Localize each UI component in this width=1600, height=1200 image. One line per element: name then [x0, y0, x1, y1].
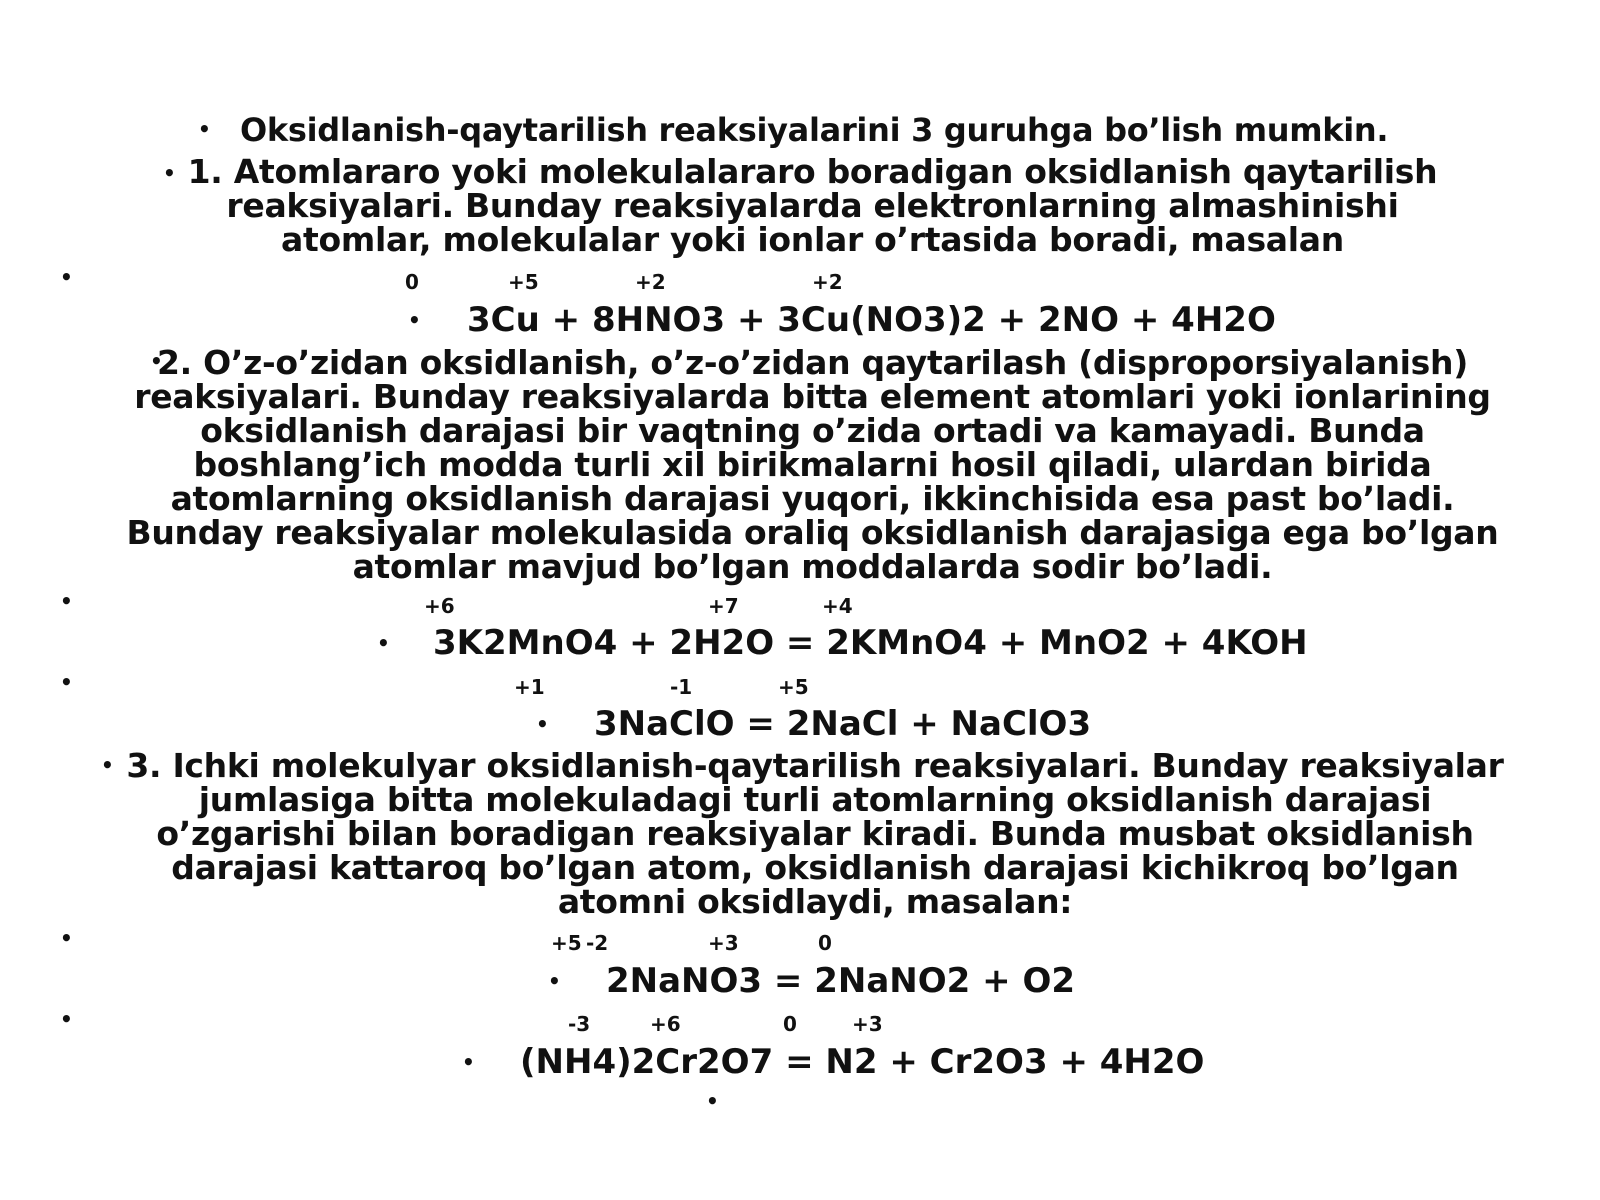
oxidation-state: -1 [670, 675, 693, 699]
bullet-marker [536, 719, 546, 729]
oxidation-state: +7 [708, 594, 739, 618]
equation-5: (NH4)2Cr2O7 = N2 + Cr2O3 + 4H2O [520, 1042, 1205, 1082]
group3-paragraph: 3. Ichki molekulyar oksidlanish-qaytarilish reaksiyalari. Bunday reaksiyalar jumlasiga bitta molekuladagi turli atomlarning oksidlanish darajasi o’zgarishi bilan boradigan reaksiyalar kiradi. Bunda musbat oksidlanish darajasi kattaroq bo’lgan atom, oksidlanish darajasi kichikroq bo’lgan atomni oksidlaydi, masalan: [126, 746, 1504, 921]
bullet-marker [60, 272, 70, 282]
equation-2: 3K2MnO4 + 2H2O = 2KMnO4 + MnO2 + 4KOH [433, 623, 1308, 663]
oxidation-state: +3 [852, 1012, 883, 1036]
oxidation-state: +5 [551, 931, 582, 955]
oxidation-state: +2 [635, 270, 666, 294]
bullet-marker [163, 168, 173, 178]
oxidation-state: -2 [586, 931, 609, 955]
bullet-marker [377, 638, 387, 648]
oxidation-state: 0 [405, 270, 419, 294]
equation-1: 3Cu + 8HNO3 + 3Cu(NO3)2 + 2NO + 4H2O [467, 300, 1276, 340]
oxidation-state: +5 [508, 270, 539, 294]
bullet-marker [408, 315, 418, 325]
bullet-marker [462, 1057, 472, 1067]
equation-4: 2NaNO3 = 2NaNO2 + O2 [606, 961, 1076, 1001]
group1-paragraph: 1. Atomlararo yoki molekulalararo boradigan oksidlanish qaytarilish reaksiyalari. Bunday reaksiyalarda elektronlarning almashinishi atomlar, molekulalar yoki ionlar o’rtasida boradi, masalan [187, 152, 1438, 259]
equation-3: 3NaClO = 2NaCl + NaClO3 [594, 704, 1092, 744]
oxidation-state: +2 [812, 270, 843, 294]
oxidation-state: +4 [822, 594, 853, 618]
group2-paragraph: 2. O’z-o’zidan oksidlanish, o’z-o’zidan qaytarilash (disproporsiyalanish) reaksiyalari. Bunday reaksiyalarda bitta element atomlari yoki ionlarining oksidlanish darajasi bir vaqtning o’zida ortadi va kamayadi. Bunda boshlang’ich modda turli xil birikmalarni hosil qiladi, ulardan birida atomlarning oksidlanish darajasi yuqori, ikkinchisida esa past bo’ladi. Bunday reaksiyalar molekulasida oraliq oksidlanish darajasiga ega bo’lgan atomlar mavjud bo’lgan moddalarda sodir bo’ladi. [126, 343, 1499, 586]
oxidation-state: +1 [514, 675, 545, 699]
oxidation-state: +3 [708, 931, 739, 955]
bullet-marker [60, 596, 70, 606]
bullet-marker [548, 976, 558, 986]
bullet-marker [101, 760, 111, 770]
oxidation-state: +6 [650, 1012, 681, 1036]
oxidation-state: +6 [424, 594, 455, 618]
oxidation-state: +5 [778, 675, 809, 699]
oxidation-state: -3 [568, 1012, 591, 1036]
oxidation-state: 0 [783, 1012, 797, 1036]
oxidation-state: 0 [818, 931, 832, 955]
bullet-marker [60, 933, 70, 943]
bullet-marker [706, 1096, 716, 1106]
bullet-marker [60, 1014, 70, 1024]
intro-text: Oksidlanish-qaytarilish reaksiyalarini 3 guruhga bo’lish mumkin. [240, 111, 1389, 149]
bullet-marker [60, 677, 70, 687]
bullet-marker [198, 124, 208, 134]
